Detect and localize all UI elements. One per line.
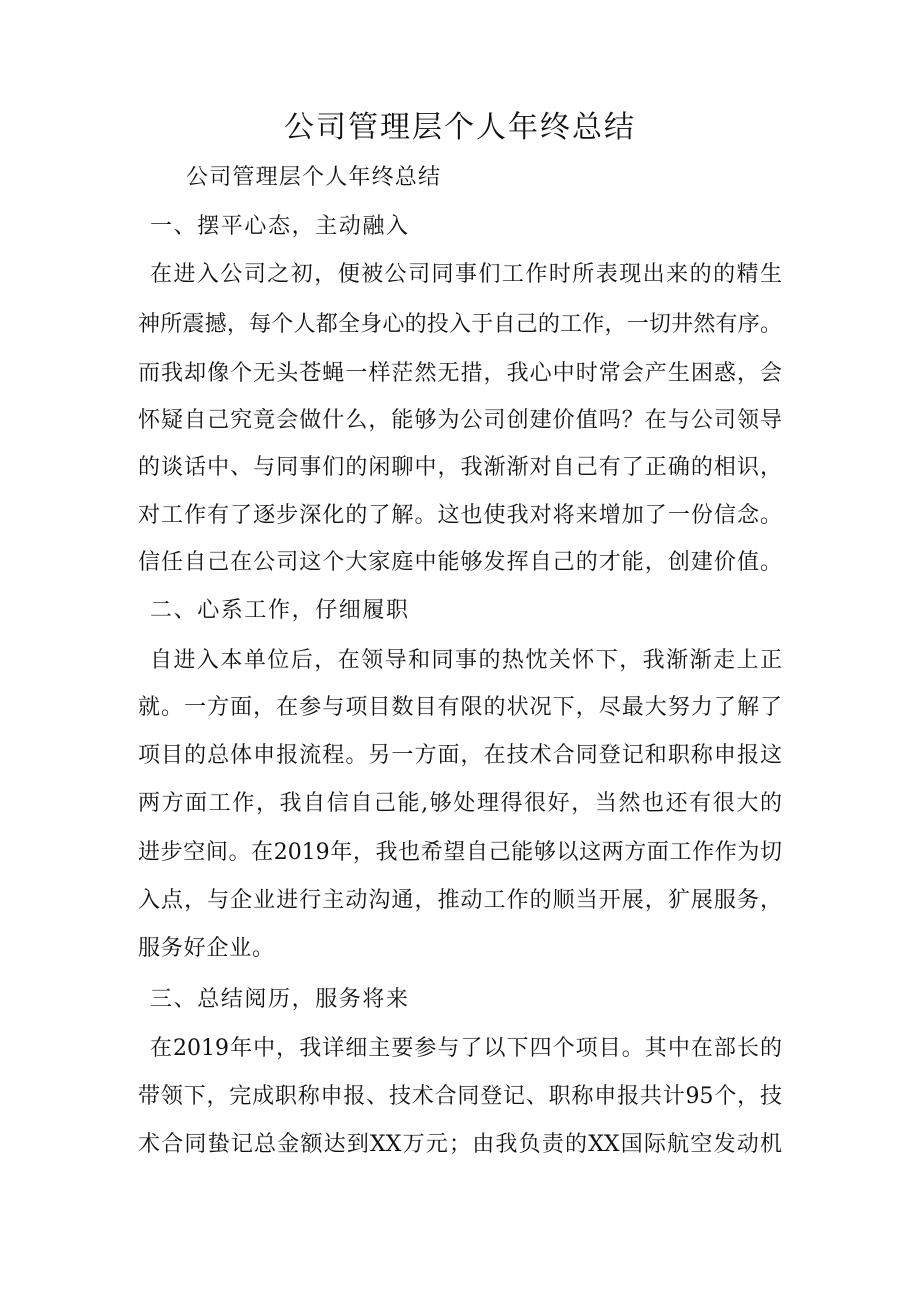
paragraph-line: 神所震撼，每个人都全身心的投入于自己的工作，一切井然有序。 [138, 312, 782, 337]
paragraph-line: 带领下，完成职称申报、技术合同登记、职称申报共计95个，技 [138, 1084, 782, 1109]
paragraph-line: 对工作有了逐步深化的了解。这也使我对将来增加了一份信念。 [138, 503, 782, 528]
paragraph-line: 术合同蛰记总金额达到XX万元；由我负责的XX国际航空发动机 [138, 1132, 782, 1157]
section-heading-2: 二、心系工作，仔细履职 [150, 598, 410, 623]
paragraph-line: 怀疑自己究竟会做什么，能够为公司创建价值吗？在与公司领导 [138, 408, 782, 433]
paragraph-line: 服务好企业。 [138, 936, 275, 961]
paragraph-line: 就。一方面，在参与项目数目有限的状况下，尽最大努力了解了 [138, 695, 782, 720]
paragraph-line: 的谈话中、与同事们的闲聊中，我渐渐对自己有了正确的相识， [138, 455, 782, 480]
document-subtitle: 公司管理层个人年终总结 [186, 165, 442, 190]
paragraph-line: 项目的总体申报流程。另一方面，在技术合同登记和职称申报这 [138, 743, 782, 768]
section-heading-3: 三、总结阅历，服务将来 [150, 987, 410, 1012]
paragraph-line: 自进入本单位后，在领导和同事的热忱关怀下，我渐渐走上正 [150, 648, 782, 673]
paragraph-line: 在2019年中，我详细主要参与了以下四个项目。其中在部长的 [150, 1036, 782, 1061]
paragraph-line: 在进入公司之初，便被公司同事们工作时所表现出来的的精生 [150, 262, 782, 287]
paragraph-line: 入点，与企业进行主动沟通，推动工作的顺当开展，犷展服务， [138, 888, 782, 913]
paragraph-line: 两方面工作，我自信自己能,够处理得很好，当然也还有很大的 [138, 791, 782, 816]
paragraph-line: 进步空间。在2019年，我也希望自己能够以这两方面工作作为切 [138, 840, 782, 865]
section-heading-1: 一、摆平心态，主动融入 [150, 214, 410, 239]
paragraph-line: 信任自己在公司这个大家庭中能够发挥自己的才能，创建价值。 [138, 550, 782, 575]
document-title: 公司管理层个人年终总结 [284, 110, 636, 145]
paragraph-line: 而我却像个无头苍蝇一样茫然无措，我心中时常会产生困惑，会 [138, 361, 782, 386]
